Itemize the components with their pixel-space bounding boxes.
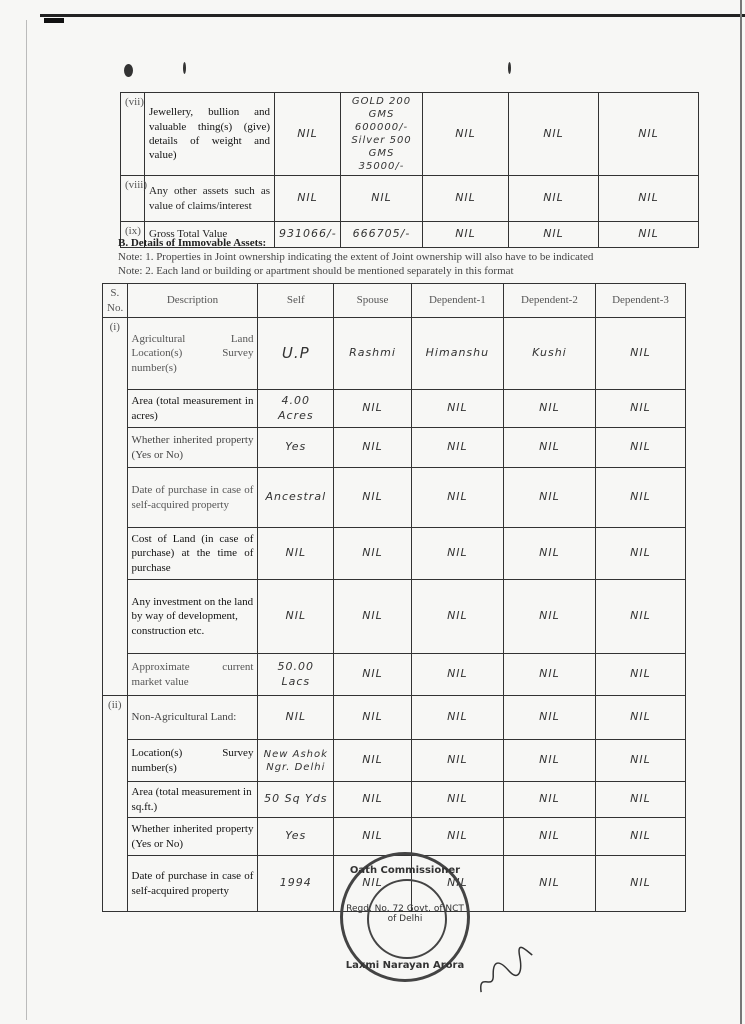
spouse-cell: NIL [341, 176, 423, 222]
table-row [103, 740, 686, 782]
dependent3-cell: NIL [595, 318, 685, 390]
spouse-cell: NIL [334, 468, 412, 528]
signature-mark [465, 937, 545, 1003]
stamp-top-text: Oath Commissioner [349, 865, 461, 876]
dependent1-cell: NIL [411, 390, 503, 428]
dependent2-cell: NIL [503, 468, 595, 528]
dependent3-cell: NIL [595, 654, 685, 696]
spouse-cell: NIL [334, 740, 412, 782]
self-cell: 4.00 Acres [258, 390, 334, 428]
dependent3-cell: NIL [595, 856, 685, 912]
dependent3-cell: NIL [595, 390, 685, 428]
dependent2-cell: NIL [503, 782, 595, 818]
row-description: Cost of Land (in case of purchase) at the time of purchase [127, 528, 258, 580]
dependent1-cell: NIL [411, 856, 503, 912]
table-row [103, 318, 686, 390]
dependent2-cell: NIL [503, 740, 595, 782]
dependent2-cell: NIL [503, 696, 595, 740]
header-dependent-2: Dependent-2 [503, 284, 595, 318]
row-description: Agricultural Land Location(s) Survey number(s) [127, 318, 258, 390]
punch-hole-mark [508, 62, 511, 74]
row-number: (ix) [121, 222, 145, 248]
row-description: Location(s) Survey number(s) [127, 740, 258, 782]
row-number: (viii) [121, 176, 145, 222]
table-row [103, 390, 686, 428]
dependent3-cell: NIL [599, 93, 699, 176]
row-description: Area (total measurement in sq.ft.) [127, 782, 258, 818]
stamp-middle-text: Regd. No. 72 Govt. of NCT of Delhi [346, 904, 464, 924]
dependent3-cell: NIL [595, 782, 685, 818]
header-dependent-1: Dependent-1 [411, 284, 503, 318]
dependent3-cell: NIL [595, 696, 685, 740]
header-spouse: Spouse [334, 284, 412, 318]
row-description: Whether inherited property (Yes or No) [127, 818, 258, 856]
table-row [103, 818, 686, 856]
dependent3-cell: NIL [599, 176, 699, 222]
dependent1-cell: Himanshu [411, 318, 503, 390]
dependent1-cell: NIL [411, 740, 503, 782]
dependent2-cell: NIL [509, 222, 599, 248]
spouse-cell: NIL [334, 428, 412, 468]
table-row [103, 696, 686, 740]
section-title: B. Details of Immovable Assets: [118, 237, 267, 249]
self-cell: NIL [275, 93, 341, 176]
table-row [103, 428, 686, 468]
row-description: Area (total measurement in acres) [127, 390, 258, 428]
dependent2-cell: NIL [503, 654, 595, 696]
self-cell: 50.00 Lacs [258, 654, 334, 696]
dependent2-cell: NIL [503, 528, 595, 580]
self-cell: NIL [275, 176, 341, 222]
movable-assets-table [120, 92, 699, 248]
row-number: (i) [103, 318, 128, 696]
table-row [103, 580, 686, 654]
self-cell: Ancestral [258, 468, 334, 528]
dependent2-cell: NIL [509, 93, 599, 176]
dependent2-cell: NIL [503, 428, 595, 468]
dependent3-cell: NIL [595, 740, 685, 782]
spouse-cell: NIL [334, 580, 412, 654]
dependent3-cell: NIL [599, 222, 699, 248]
header-dependent-3: Dependent-3 [595, 284, 685, 318]
row-number: (ii) [103, 696, 128, 912]
dependent1-cell: NIL [411, 580, 503, 654]
row-description: Date of purchase in case of self-acquired property [127, 856, 258, 912]
self-cell: NIL [258, 580, 334, 654]
dependent1-cell: NIL [423, 93, 509, 176]
stamp-bottom-text: Laxmi Narayan Arora [345, 960, 465, 971]
dependent2-cell: NIL [503, 818, 595, 856]
oath-commissioner-stamp [340, 852, 470, 982]
dependent1-cell: NIL [423, 176, 509, 222]
dependent1-cell: NIL [411, 468, 503, 528]
dependent3-cell: NIL [595, 818, 685, 856]
spouse-cell: 666705/- [341, 222, 423, 248]
dependent3-cell: NIL [595, 580, 685, 654]
row-description: Non-Agricultural Land: [127, 696, 258, 740]
row-description: Approximate current market value [127, 654, 258, 696]
dependent3-cell: NIL [595, 528, 685, 580]
dependent2-cell: NIL [503, 580, 595, 654]
note-2: Note: 2. Each land or building or apartment should be mentioned separately in this format [118, 265, 514, 277]
table-row [121, 176, 699, 222]
spouse-cell: NIL [334, 696, 412, 740]
dependent3-cell: NIL [595, 428, 685, 468]
spouse-cell: NIL [334, 528, 412, 580]
row-description: Whether inherited property (Yes or No) [127, 428, 258, 468]
self-cell: NIL [258, 696, 334, 740]
dependent1-cell: NIL [411, 528, 503, 580]
row-description: Any other assets such as value of claims/interest [145, 176, 275, 222]
self-cell: 50 Sq Yds [258, 782, 334, 818]
page-left-rule [26, 20, 27, 1020]
self-cell: U.P [258, 318, 334, 390]
header-row [103, 284, 686, 318]
self-cell: Yes [258, 428, 334, 468]
self-cell: NIL [258, 528, 334, 580]
table-row [103, 528, 686, 580]
spouse-cell: NIL [334, 818, 412, 856]
spouse-cell: NIL [334, 390, 412, 428]
note-1: Note: 1. Properties in Joint ownership indicating the extent of Joint ownership will also have to be indicated [118, 251, 594, 263]
self-cell: New Ashok Ngr. Delhi [258, 740, 334, 782]
punch-hole-mark [183, 62, 186, 74]
header-sno: S. No. [103, 284, 128, 318]
row-description: Date of purchase in case of self-acquired property [127, 468, 258, 528]
dependent1-cell: NIL [411, 428, 503, 468]
table-row [103, 654, 686, 696]
spouse-cell: NIL [334, 654, 412, 696]
spouse-cell: Rashmi [334, 318, 412, 390]
dependent3-cell: NIL [595, 468, 685, 528]
row-description: Any investment on the land by way of development, construction etc. [127, 580, 258, 654]
punch-hole-mark [124, 64, 133, 77]
header-description: Description [127, 284, 258, 318]
row-description: Jewellery, bullion and valuable thing(s) (give) details of weight and value) [145, 93, 275, 176]
spouse-cell: GOLD 200 GMS 600000/- Silver 500 GMS 35000/- [341, 93, 423, 176]
page-top-border [40, 14, 745, 17]
dependent2-cell: NIL [509, 176, 599, 222]
dependent2-cell: NIL [503, 856, 595, 912]
dependent1-cell: NIL [411, 696, 503, 740]
self-cell: 931066/- [275, 222, 341, 248]
dependent1-cell: NIL [411, 654, 503, 696]
spouse-cell: NIL [334, 856, 412, 912]
dependent2-cell: NIL [503, 390, 595, 428]
table-row [121, 93, 699, 176]
page-corner-mark [44, 18, 64, 23]
dependent1-cell: NIL [411, 818, 503, 856]
self-cell: 1994 [258, 856, 334, 912]
immovable-assets-table [102, 283, 686, 912]
row-description: Gross Total Value [145, 222, 275, 248]
dependent1-cell: NIL [423, 222, 509, 248]
table-row [103, 782, 686, 818]
page-right-edge [740, 0, 742, 1024]
self-cell: Yes [258, 818, 334, 856]
dependent2-cell: Kushi [503, 318, 595, 390]
dependent1-cell: NIL [411, 782, 503, 818]
table-row [103, 468, 686, 528]
spouse-cell: NIL [334, 782, 412, 818]
header-self: Self [258, 284, 334, 318]
row-number: (vii) [121, 93, 145, 176]
